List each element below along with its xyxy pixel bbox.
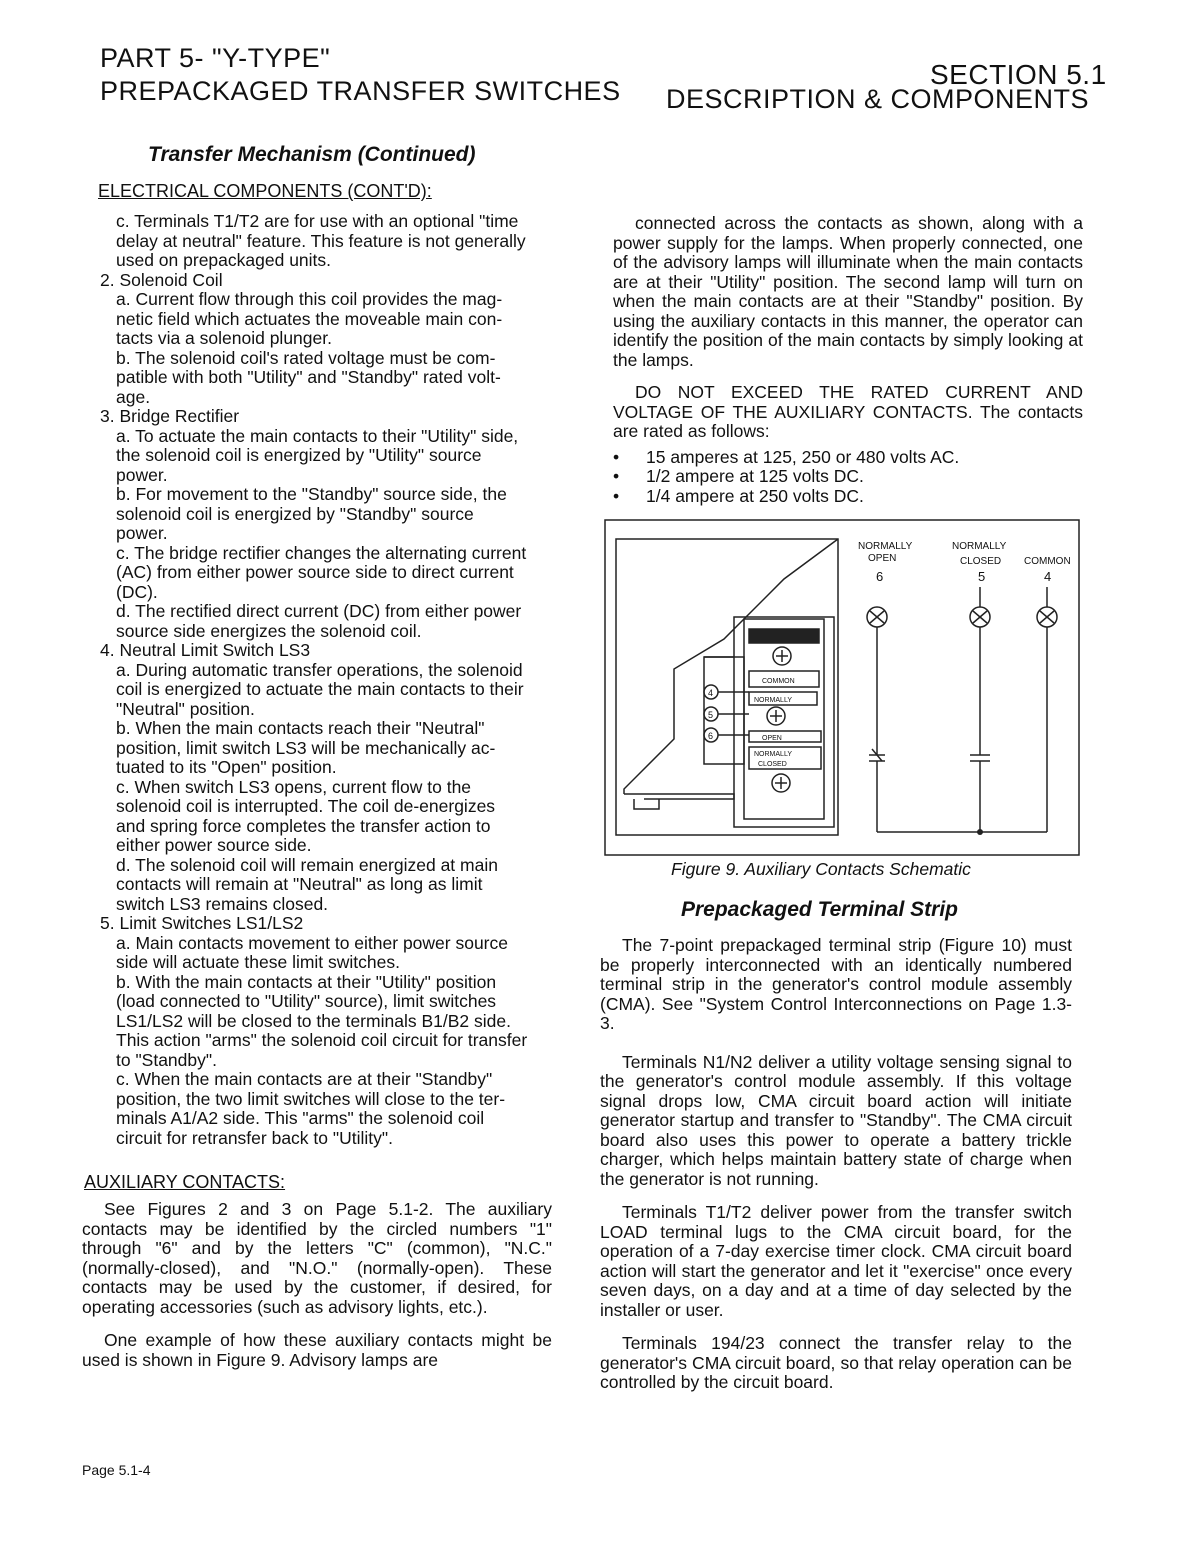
inner-label-nc-1: NORMALLY [754,751,792,758]
list-line: netic field which actuates the moveable main con- [116,308,503,329]
inner-circled-6: 6 [708,731,714,741]
transfer-mechanism-heading: Transfer Mechanism (Continued) [148,143,476,166]
list-line: (DC). [116,581,158,602]
inner-circled-5: 5 [708,710,714,720]
label-normally-closed-1: NORMALLY [952,541,1007,552]
terminal-strip-heading: Prepackaged Terminal Strip [681,898,958,921]
terminal-paragraph-2: Terminals N1/N2 deliver a utility voltage sensing signal to the generator's control module assembly. If this voltage signal drops low, CMA circuit board action will initiate generator startup and transfer to "Standby". The CMA circuit board also uses this power to operate a battery trickle charger, which helps maintain battery state of charge when the generator is not running. [600,1051,1072,1189]
page-number: Page 5.1-4 [82,1462,151,1478]
list-line: "Neutral" position. [116,698,255,719]
list-line: solenoid coil is interrupted. The coil de-energizes [116,796,496,816]
label-normally-open-2: OPEN [868,553,897,564]
list-line: d. The rectified direct current (DC) from either power [116,601,522,621]
label-common: COMMON [1024,556,1071,567]
schematic-drawing [604,519,1082,864]
figure-frame [605,520,1079,855]
inner-label-nc-2: CLOSED [758,761,787,768]
list-line: 5. Limit Switches LS1/LS2 [100,913,304,933]
list-line: position, limit switch LS3 will be mechanically ac- [116,737,496,758]
terminal-number-4: 4 [1044,569,1052,584]
rating-item: • 1/2 ampere at 125 volts DC. [613,467,1083,487]
electrical-components-list [86,212,566,1148]
inner-circled-4: 4 [708,688,714,698]
list-line: delay at neutral" feature. This feature is not generally [116,230,526,251]
list-line: to "Standby". [116,1049,217,1070]
auxiliary-contacts-heading: AUXILIARY CONTACTS: [84,1172,286,1192]
rated-current-warning: DO NOT EXCEED THE RATED CURRENT AND VOLTAGE OF THE AUXILIARY CONTACTS. The contacts are rated as follows: [613,382,1083,441]
housing-outline [624,539,838,794]
list-line: position, the two limit switches will close to the ter- [116,1088,506,1109]
figure-9-caption: Figure 9. Auxiliary Contacts Schematic [671,859,971,879]
terminal-strip-body [600,936,1072,1393]
auxiliary-contacts-body [82,1200,552,1370]
list-line: power. [116,464,168,485]
terminal-number-5: 5 [978,569,986,584]
terminal-paragraph-1: The 7-point prepackaged terminal strip (Figure 10) must be properly interconnected with an identically numbered terminal strip in the generator's control module assembly (CMA). See "System Control Interconnections on Page 1.3-3. [600,935,1072,1033]
list-line: and spring force completes the transfer action to [116,815,491,836]
list-line: a. Current flow through this coil provides the mag- [116,289,503,309]
electrical-components-subheading: ELECTRICAL COMPONENTS (CONT'D): [98,181,432,201]
list-line: This action "arms" the solenoid coil circuit for transfer [116,1030,528,1050]
list-line: the solenoid coil is energized by "Utility" source [116,445,482,465]
list-line: patible with both "Utility" and "Standby" rated volt- [116,367,501,387]
terminal-paragraph-4: Terminals 194/23 connect the transfer relay to the generator's CMA circuit board, so that relay operation can be controlled by the circuit board. [600,1333,1072,1392]
list-line: c. The bridge rectifier changes the alternating current [116,542,527,563]
right-column-top [613,214,1083,506]
list-line: minals A1/A2 side. This "arms" the solenoid coil [116,1108,485,1128]
list-line: contacts will remain at "Neutral" as long as limit [116,874,483,894]
list-line: tuated to its "Open" position. [116,757,337,777]
rating-item: • 1/4 ampere at 250 volts DC. [613,487,1083,507]
aux-paragraph-2: One example of how these auxiliary contacts might be used is shown in Figure 9. Advisory lamps are [82,1330,552,1370]
list-line: solenoid coil is energized by "Standby" source [116,503,474,524]
list-line: c. When switch LS3 opens, current flow to the [116,776,472,797]
terminal-paragraph-3: Terminals T1/T2 deliver power from the transfer switch LOAD terminal lugs to the CMA circuit board, for the operation of a 7-day exercise timer clock. CMA circuit board action will start the generator and let it "exercise" once every seven days, on a day and at a time of day selected by the installer or user. [600,1202,1072,1320]
list-line: (load connected to "Utility" source), limit switches [116,991,497,1011]
advisory-lamps-paragraph: connected across the contacts as shown, along with a power supply for the lamps. When properly connected, one of the advisory lamps will illuminate when the main contacts are at their "Utility" position. The second lamp will turn on when the main contacts are at their "Standby" position. By using the auxiliary contacts in this manner, the operator can identify the position of the main contacts by simply looking at the lamps. [613,213,1083,370]
list-line: b. For movement to the "Standby" source side, the [116,484,507,504]
list-line: tacts via a solenoid plunger. [116,328,332,348]
list-line: a. Main contacts movement to either power source [116,932,508,953]
list-line: a. During automatic transfer operations, the solenoid [116,659,523,680]
list-line: coil is energized to actuate the main contacts to their [116,679,524,699]
list-line: LS1/LS2 will be closed to the terminals B1/B2 side. [116,1010,511,1031]
inner-label-open: OPEN [762,735,782,742]
list-line: 2. Solenoid Coil [100,269,223,290]
list-line: b. With the main contacts at their "Utility" position [116,971,497,992]
list-line: b. The solenoid coil's rated voltage must be com- [116,347,496,368]
ratings-list [613,448,1083,507]
list-line: switch LS3 remains closed. [116,893,329,914]
list-line: b. When the main contacts reach their "Neutral" [116,718,485,738]
inner-label-common: COMMON [762,678,795,685]
list-line: a. To actuate the main contacts to their "Utility" side, [116,425,519,446]
list-line: side will actuate these limit switches. [116,952,400,972]
list-line: 3. Bridge Rectifier [100,406,240,426]
inner-label-normally: NORMALLY [754,697,792,704]
list-line: age. [116,386,151,407]
auxiliary-contacts-schematic [604,519,1082,864]
list-line: used on prepackaged units. [116,250,332,270]
list-line: c. Terminals T1/T2 are for use with an optional "time [116,211,519,231]
list-line: either power source side. [116,835,312,855]
label-normally-closed-2: CLOSED [960,556,1002,567]
terminal-number-6: 6 [876,569,884,584]
list-line: 4. Neutral Limit Switch LS3 [100,640,311,660]
section-title-line1: SECTION 5.1 [930,59,1107,90]
part-title-line1: PART 5- "Y-TYPE" [100,43,331,73]
rating-item: • 15 amperes at 125, 250 or 480 volts AC. [613,448,1083,468]
list-line: (AC) from either power source side to direct current [116,562,514,582]
list-line: power. [116,523,168,543]
list-line: circuit for retransfer back to "Utility". [116,1127,393,1148]
switch-body [734,617,834,827]
section-title-line2: DESCRIPTION & COMPONENTS [666,84,1090,114]
list-line: c. When the main contacts are at their "Standby" [116,1069,493,1089]
part-title-line2: PREPACKAGED TRANSFER SWITCHES [100,76,621,106]
aux-paragraph-1: See Figures 2 and 3 on Page 5.1-2. The auxiliary contacts may be identified by the circled numbers "1" through "6" and by the letters "C" (common), "N.C." (normally-closed), and "N.O." (normally-open). These contacts may be used by the customer, if desired, for operating accessories (such as advisory lights, etc.). [82,1199,552,1317]
label-normally-open-1: NORMALLY [858,541,913,552]
list-line: source side energizes the solenoid coil. [116,620,422,641]
list-line: d. The solenoid coil will remain energized at main [116,854,498,875]
